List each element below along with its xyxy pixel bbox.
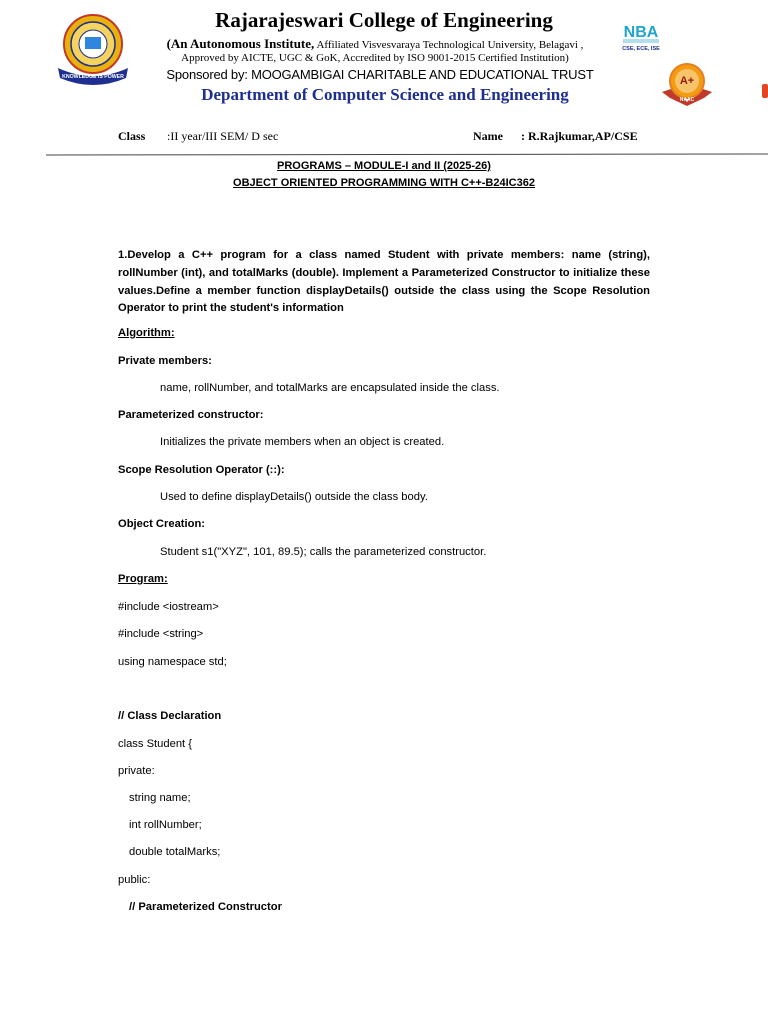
code-line: public: bbox=[118, 874, 151, 886]
object-heading: Object Creation: bbox=[118, 518, 206, 530]
class-label: Class bbox=[118, 129, 146, 143]
course-title: OBJECT ORIENTED PROGRAMMING WITH C++-B24IC362 bbox=[233, 177, 535, 189]
code-line: private: bbox=[118, 765, 155, 777]
edge-decoration bbox=[762, 84, 768, 98]
affiliation-line-2: Approved by AICTE, UGC & GoK, Accredited by ISO 9001-2015 Certified Institution) bbox=[181, 52, 569, 64]
nba-subtext: CSE, ECE, ISE bbox=[622, 46, 660, 52]
naac-text: NAAC bbox=[679, 97, 695, 103]
sponsor-line: Sponsored by: MOOGAMBIGAI CHARITABLE AND EDUCATIONAL TRUST bbox=[166, 67, 594, 82]
scope-heading: Scope Resolution Operator (::): bbox=[118, 464, 285, 476]
code-line: using namespace std; bbox=[118, 656, 227, 668]
autonomous-label: (An Autonomous Institute, bbox=[166, 36, 315, 51]
naac-logo bbox=[660, 62, 714, 106]
department-title: Department of Computer Science and Engineering bbox=[201, 85, 569, 104]
code-line: #include <string> bbox=[118, 628, 204, 640]
nba-text: NBA bbox=[623, 24, 659, 41]
code-line: string name; bbox=[129, 792, 191, 804]
programs-title: PROGRAMS – MODULE-I and II (2025-26) bbox=[277, 160, 491, 172]
private-members-text: name, rollNumber, and totalMarks are encapsulated inside the class. bbox=[160, 382, 500, 394]
header-divider bbox=[46, 153, 768, 155]
program-heading: Program: bbox=[118, 573, 168, 585]
affiliation-text: Affiliated Visvesvaraya Technological University, Belagavi , bbox=[316, 39, 584, 51]
code-comment: // Class Declaration bbox=[118, 710, 222, 722]
question-text: 1.Develop a C++ program for a class named Student with private members: name (string), rollNumber (int), and totalMarks (double). Implement a Parameterized Constructor to initialize these values.Define a member function displayDetails() outside the class using the Scope Resolution Operator to print the student's information bbox=[118, 249, 650, 315]
naac-grade: A+ bbox=[679, 75, 695, 87]
code-comment: // Parameterized Constructor bbox=[129, 901, 282, 913]
algorithm-heading: Algorithm: bbox=[118, 327, 175, 339]
code-line: int rollNumber; bbox=[129, 819, 202, 831]
param-ctor-heading: Parameterized constructor: bbox=[118, 409, 264, 421]
name-value: : R.Rajkumar,AP/CSE bbox=[521, 129, 638, 143]
name-label: Name bbox=[473, 129, 503, 143]
param-ctor-text: Initializes the private members when an object is created. bbox=[160, 436, 445, 448]
class-value: :II year/III SEM/ D sec bbox=[167, 129, 279, 143]
object-text: Student s1("XYZ", 101, 89.5); calls the parameterized constructor. bbox=[160, 546, 487, 558]
private-members-heading: Private members: bbox=[118, 355, 212, 367]
college-name: Rajarajeswari College of Engineering bbox=[215, 8, 553, 32]
affiliation-line-1 bbox=[140, 36, 610, 52]
nba-logo bbox=[619, 20, 663, 52]
code-line: class Student { bbox=[118, 738, 193, 750]
code-line: double totalMarks; bbox=[129, 846, 221, 858]
code-line: #include <iostream> bbox=[118, 601, 219, 613]
scope-text: Used to define displayDetails() outside the class body. bbox=[160, 491, 428, 503]
logo-motto: KNOWLEDGE IS POWER bbox=[62, 74, 124, 80]
